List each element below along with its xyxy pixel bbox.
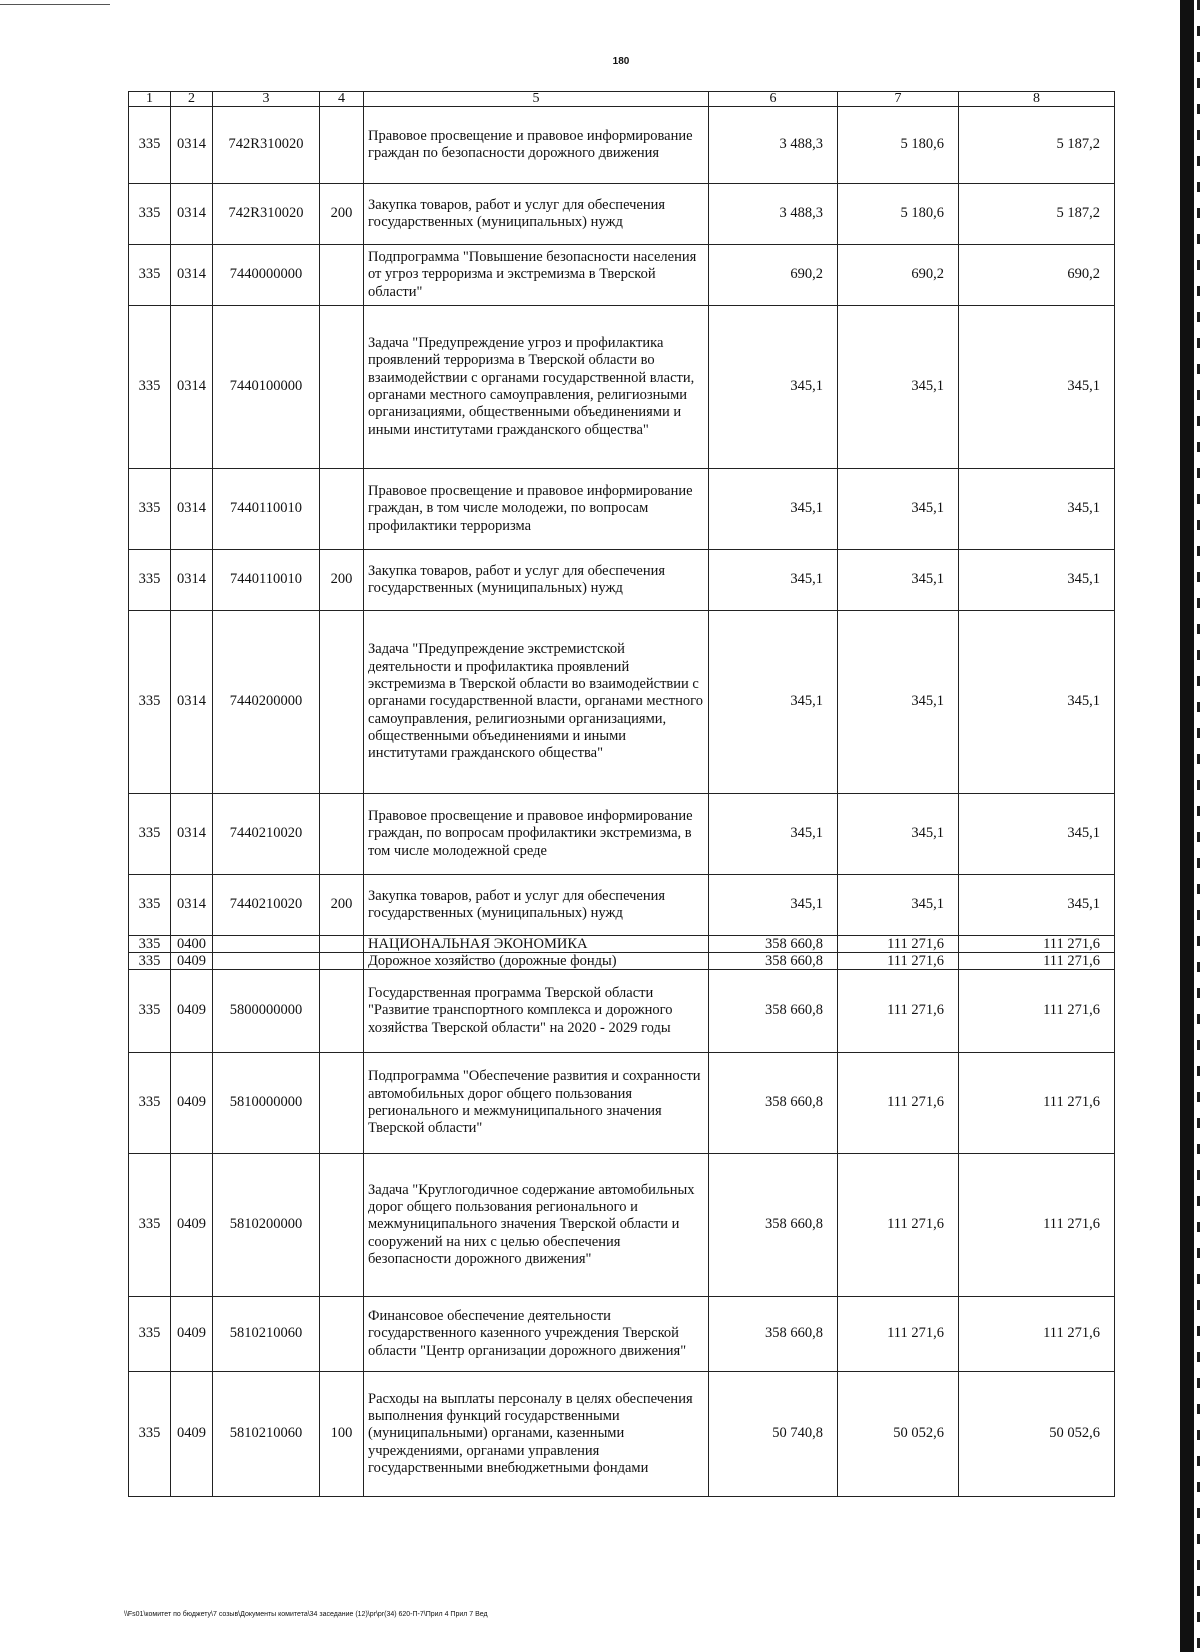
cell-c5: Правовое просвещение и правовое информирование граждан, по вопросам профилактики экстремизма, в том числе молодежной среде bbox=[364, 794, 709, 875]
cell-c6: 3 488,3 bbox=[709, 107, 838, 184]
cell-c5: Задача "Круглогодичное содержание автомобильных дорог общего пользования регионального и межмуниципального значения Тверской области и сооружений на них с целью обеспечения безопасности дорожного движения" bbox=[364, 1154, 709, 1297]
cell-c5: Дорожное хозяйство (дорожные фонды) bbox=[364, 953, 709, 970]
cell-c8: 345,1 bbox=[959, 794, 1115, 875]
cell-c4 bbox=[320, 107, 364, 184]
cell-c4 bbox=[320, 970, 364, 1053]
cell-c1: 335 bbox=[129, 469, 171, 550]
table-row bbox=[129, 245, 1115, 306]
cell-c1: 335 bbox=[129, 184, 171, 245]
cell-c6: 358 660,8 bbox=[709, 1053, 838, 1154]
cell-c2: 0314 bbox=[171, 469, 213, 550]
cell-c8: 111 271,6 bbox=[959, 1053, 1115, 1154]
cell-c5: Задача "Предупреждение угроз и профилактика проявлений терроризма в Тверской области во взаимодействии с органами государственной власти, органами местного самоуправления, религиозными организациями, общественными объединениями и иными институтами гражданского общества" bbox=[364, 306, 709, 469]
cell-c8: 111 271,6 bbox=[959, 1297, 1115, 1372]
cell-c4: 200 bbox=[320, 550, 364, 611]
cell-c4 bbox=[320, 306, 364, 469]
scan-border bbox=[1166, 0, 1200, 1652]
cell-c2: 0314 bbox=[171, 550, 213, 611]
cell-c8: 345,1 bbox=[959, 550, 1115, 611]
cell-c8: 50 052,6 bbox=[959, 1372, 1115, 1497]
cell-c8: 5 187,2 bbox=[959, 107, 1115, 184]
table-row bbox=[129, 550, 1115, 611]
cell-c8: 111 271,6 bbox=[959, 970, 1115, 1053]
cell-c6: 345,1 bbox=[709, 469, 838, 550]
cell-c5: Расходы на выплаты персоналу в целях обеспечения выполнения функций государственными (муниципальными) органами, казенными учреждениями, органами управления государственными внебюджетными фондами bbox=[364, 1372, 709, 1497]
header-cell: 6 bbox=[709, 92, 838, 107]
cell-c4 bbox=[320, 936, 364, 953]
cell-c5: Финансовое обеспечение деятельности государственного казенного учреждения Тверской области "Центр организации дорожного движения" bbox=[364, 1297, 709, 1372]
cell-c5: Закупка товаров, работ и услуг для обеспечения государственных (муниципальных) нужд bbox=[364, 184, 709, 245]
header-cell: 1 bbox=[129, 92, 171, 107]
table-row bbox=[129, 875, 1115, 936]
cell-c1: 335 bbox=[129, 953, 171, 970]
cell-c8: 345,1 bbox=[959, 611, 1115, 794]
table-row bbox=[129, 794, 1115, 875]
cell-c1: 335 bbox=[129, 107, 171, 184]
cell-c7: 111 271,6 bbox=[838, 1154, 959, 1297]
cell-c4 bbox=[320, 1154, 364, 1297]
cell-c7: 5 180,6 bbox=[838, 184, 959, 245]
cell-c4: 200 bbox=[320, 184, 364, 245]
table-row bbox=[129, 469, 1115, 550]
cell-c2: 0314 bbox=[171, 306, 213, 469]
cell-c5: Правовое просвещение и правовое информирование граждан, в том числе молодежи, по вопросам профилактики терроризма bbox=[364, 469, 709, 550]
cell-c3: 7440110010 bbox=[213, 469, 320, 550]
cell-c7: 690,2 bbox=[838, 245, 959, 306]
table-row bbox=[129, 953, 1115, 970]
cell-c8: 345,1 bbox=[959, 306, 1115, 469]
cell-c2: 0409 bbox=[171, 1297, 213, 1372]
table-row bbox=[129, 107, 1115, 184]
cell-c4 bbox=[320, 953, 364, 970]
header-row bbox=[129, 92, 1115, 107]
cell-c1: 335 bbox=[129, 794, 171, 875]
cell-c7: 111 271,6 bbox=[838, 1053, 959, 1154]
cell-c6: 358 660,8 bbox=[709, 953, 838, 970]
cell-c4 bbox=[320, 1297, 364, 1372]
header-cell: 5 bbox=[364, 92, 709, 107]
scan-border-black bbox=[1180, 0, 1194, 1652]
cell-c4: 100 bbox=[320, 1372, 364, 1497]
budget-table bbox=[128, 91, 1115, 1497]
cell-c4: 200 bbox=[320, 875, 364, 936]
cell-c8: 5 187,2 bbox=[959, 184, 1115, 245]
cell-c6: 358 660,8 bbox=[709, 936, 838, 953]
table-row bbox=[129, 1154, 1115, 1297]
cell-c7: 111 271,6 bbox=[838, 936, 959, 953]
cell-c7: 345,1 bbox=[838, 794, 959, 875]
cell-c3: 7440210020 bbox=[213, 875, 320, 936]
cell-c7: 111 271,6 bbox=[838, 970, 959, 1053]
cell-c4 bbox=[320, 794, 364, 875]
table-row bbox=[129, 611, 1115, 794]
cell-c2: 0314 bbox=[171, 107, 213, 184]
file-path-footer: \\Fs01\комитет по бюджету\7 созыв\Документы комитета\34 заседание (12)\pr\pr(34) 620-П-7\Прил 4 Прил 7 Вед bbox=[124, 1611, 488, 1618]
cell-c3: 7440200000 bbox=[213, 611, 320, 794]
cell-c1: 335 bbox=[129, 1154, 171, 1297]
cell-c2: 0400 bbox=[171, 936, 213, 953]
cell-c1: 335 bbox=[129, 875, 171, 936]
cell-c4 bbox=[320, 469, 364, 550]
cell-c3: 5810200000 bbox=[213, 1154, 320, 1297]
cell-c3: 7440100000 bbox=[213, 306, 320, 469]
cell-c2: 0409 bbox=[171, 1154, 213, 1297]
cell-c2: 0314 bbox=[171, 184, 213, 245]
cell-c6: 345,1 bbox=[709, 875, 838, 936]
cell-c2: 0409 bbox=[171, 1372, 213, 1497]
cell-c3 bbox=[213, 936, 320, 953]
cell-c3: 5810210060 bbox=[213, 1297, 320, 1372]
cell-c1: 335 bbox=[129, 970, 171, 1053]
cell-c7: 345,1 bbox=[838, 550, 959, 611]
cell-c2: 0314 bbox=[171, 794, 213, 875]
cell-c3: 742R310020 bbox=[213, 107, 320, 184]
cell-c5: НАЦИОНАЛЬНАЯ ЭКОНОМИКА bbox=[364, 936, 709, 953]
scan-edge-line bbox=[0, 4, 110, 5]
cell-c5: Задача "Предупреждение экстремистской деятельности и профилактика проявлений экстремизма в Тверской области во взаимодействии с органами государственной власти, органами местного самоуправления, религиозными организациями, общественными объединениями и иными институтами гражданского общества" bbox=[364, 611, 709, 794]
cell-c1: 335 bbox=[129, 1053, 171, 1154]
cell-c2: 0314 bbox=[171, 611, 213, 794]
cell-c2: 0409 bbox=[171, 953, 213, 970]
cell-c1: 335 bbox=[129, 1372, 171, 1497]
cell-c8: 111 271,6 bbox=[959, 1154, 1115, 1297]
cell-c1: 335 bbox=[129, 306, 171, 469]
table-row bbox=[129, 306, 1115, 469]
header-cell: 3 bbox=[213, 92, 320, 107]
cell-c5: Подпрограмма "Обеспечение развития и сохранности автомобильных дорог общего пользования регионального и межмуниципального значения Тверской области" bbox=[364, 1053, 709, 1154]
cell-c1: 335 bbox=[129, 611, 171, 794]
header-cell: 4 bbox=[320, 92, 364, 107]
cell-c1: 335 bbox=[129, 550, 171, 611]
cell-c2: 0314 bbox=[171, 875, 213, 936]
cell-c7: 111 271,6 bbox=[838, 953, 959, 970]
cell-c6: 3 488,3 bbox=[709, 184, 838, 245]
cell-c5: Закупка товаров, работ и услуг для обеспечения государственных (муниципальных) нужд bbox=[364, 550, 709, 611]
cell-c3: 742R310020 bbox=[213, 184, 320, 245]
cell-c8: 345,1 bbox=[959, 875, 1115, 936]
header-cell: 8 bbox=[959, 92, 1115, 107]
table-row bbox=[129, 184, 1115, 245]
cell-c4 bbox=[320, 1053, 364, 1154]
cell-c6: 345,1 bbox=[709, 306, 838, 469]
cell-c6: 345,1 bbox=[709, 794, 838, 875]
cell-c6: 358 660,8 bbox=[709, 970, 838, 1053]
cell-c4 bbox=[320, 245, 364, 306]
cell-c5: Государственная программа Тверской области "Развитие транспортного комплекса и дорожного хозяйства Тверской области" на 2020 - 2029 годы bbox=[364, 970, 709, 1053]
cell-c6: 50 740,8 bbox=[709, 1372, 838, 1497]
header-cell: 7 bbox=[838, 92, 959, 107]
cell-c3: 7440000000 bbox=[213, 245, 320, 306]
table-row bbox=[129, 1372, 1115, 1497]
cell-c8: 690,2 bbox=[959, 245, 1115, 306]
cell-c1: 335 bbox=[129, 1297, 171, 1372]
cell-c8: 111 271,6 bbox=[959, 953, 1115, 970]
table-row bbox=[129, 970, 1115, 1053]
cell-c6: 358 660,8 bbox=[709, 1297, 838, 1372]
cell-c3: 5810210060 bbox=[213, 1372, 320, 1497]
cell-c3 bbox=[213, 953, 320, 970]
cell-c8: 345,1 bbox=[959, 469, 1115, 550]
cell-c7: 111 271,6 bbox=[838, 1297, 959, 1372]
cell-c1: 335 bbox=[129, 245, 171, 306]
cell-c7: 345,1 bbox=[838, 306, 959, 469]
cell-c2: 0314 bbox=[171, 245, 213, 306]
cell-c5: Правовое просвещение и правовое информирование граждан по безопасности дорожного движения bbox=[364, 107, 709, 184]
cell-c5: Подпрограмма "Повышение безопасности населения от угроз терроризма и экстремизма в Тверской области" bbox=[364, 245, 709, 306]
table-row bbox=[129, 1053, 1115, 1154]
cell-c5: Закупка товаров, работ и услуг для обеспечения государственных (муниципальных) нужд bbox=[364, 875, 709, 936]
cell-c8: 111 271,6 bbox=[959, 936, 1115, 953]
cell-c7: 345,1 bbox=[838, 611, 959, 794]
cell-c7: 50 052,6 bbox=[838, 1372, 959, 1497]
cell-c7: 345,1 bbox=[838, 875, 959, 936]
cell-c6: 345,1 bbox=[709, 550, 838, 611]
table-row bbox=[129, 1297, 1115, 1372]
cell-c4 bbox=[320, 611, 364, 794]
cell-c3: 5810000000 bbox=[213, 1053, 320, 1154]
cell-c2: 0409 bbox=[171, 970, 213, 1053]
cell-c6: 358 660,8 bbox=[709, 1154, 838, 1297]
table-row bbox=[129, 936, 1115, 953]
cell-c1: 335 bbox=[129, 936, 171, 953]
cell-c2: 0409 bbox=[171, 1053, 213, 1154]
cell-c3: 5800000000 bbox=[213, 970, 320, 1053]
cell-c6: 690,2 bbox=[709, 245, 838, 306]
cell-c3: 7440110010 bbox=[213, 550, 320, 611]
cell-c6: 345,1 bbox=[709, 611, 838, 794]
page-number: 180 bbox=[612, 56, 630, 67]
cell-c3: 7440210020 bbox=[213, 794, 320, 875]
header-cell: 2 bbox=[171, 92, 213, 107]
cell-c7: 345,1 bbox=[838, 469, 959, 550]
cell-c7: 5 180,6 bbox=[838, 107, 959, 184]
